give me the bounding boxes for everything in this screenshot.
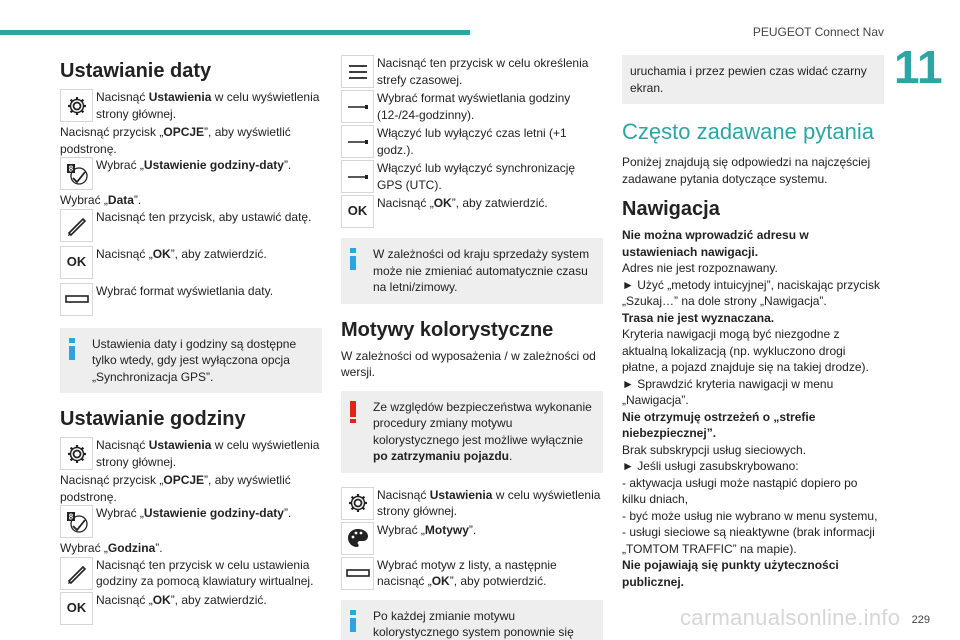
toggle-icon (341, 125, 374, 158)
step-row (60, 592, 322, 625)
info-note (341, 600, 603, 640)
answer: - usługi sieciowe są nieaktywne (brak informacji „TOMTOM TRAFFIC” na mapie). (622, 525, 875, 556)
step-row (60, 557, 322, 590)
info-note (60, 328, 322, 394)
step-text: Wybrać „Data”. (60, 193, 142, 207)
step-text: Nacisnąć Ustawienia w celu wyświetlenia strony głównej. (377, 487, 601, 518)
step-row (341, 487, 603, 520)
step-row (60, 157, 322, 190)
step-row (341, 522, 603, 555)
toggle-icon (341, 160, 374, 193)
step-text: Wybrać „Motywy”. (377, 522, 477, 537)
step-row (341, 557, 603, 590)
svg-text:8: 8 (68, 164, 73, 173)
settings-gear-icon (341, 487, 374, 520)
info-icon (350, 610, 356, 632)
heading-time: Ustawianie godziny (60, 408, 246, 430)
answer: Adres nie jest rozpoznawany. (622, 261, 778, 275)
page-number: 229 (911, 614, 930, 626)
step-row (341, 195, 603, 228)
pencil-icon (60, 557, 93, 590)
note-text: Ze względów bezpieczeństwa wykonanie procedury zmiany motywu kolorystycznego jest możliwe wyłącznie po zatrzymaniu pojazdu. (373, 399, 592, 463)
pencil-icon (60, 209, 93, 242)
svg-text:8: 8 (68, 512, 73, 521)
step-text: Nacisnąć Ustawienia w celu wyświetlenia strony głównej. (96, 90, 320, 121)
heading-navigation: Nawigacja (622, 198, 720, 220)
format-toggle-icon (60, 283, 93, 316)
step-text: Włączyć lub wyłączyć synchronizację GPS (UTC). (377, 161, 576, 192)
format-toggle-icon (341, 557, 374, 590)
step-row (341, 90, 603, 123)
info-icon (350, 248, 356, 270)
question: Trasa nie jest wyznaczana. (622, 310, 775, 325)
toggle-icon (341, 90, 374, 123)
header-accent-bar (0, 30, 470, 35)
answer: ► Sprawdzić kryteria nawigacji w menu „Nawigacja”. (622, 376, 834, 407)
heading-date: Ustawianie daty (60, 60, 212, 82)
step-row (60, 89, 322, 122)
step-text: Wybrać motyw z listy, a następnie nacisnąć „OK”, aby potwierdzić. (377, 557, 557, 588)
answer: ► Użyć „metody intuicyjnej”, naciskając przycisk „Szukaj…” na dole strony „Nawigacja”. (622, 277, 880, 308)
column-1 (60, 55, 322, 627)
step-text: Nacisnąć przycisk „OPCJE”, aby wyświetlić podstronę. (60, 125, 291, 156)
answer: - aktywacja usługi może nastąpić dopiero po kilku dniach, (622, 475, 858, 506)
faq-intro: Poniżej znajdują się odpowiedzi na najczęściej zadawane pytania dotyczące systemu. (622, 155, 871, 186)
note-text: Po każdej zmianie motywu kolorystycznego system ponownie się (373, 608, 574, 639)
step-row (60, 437, 322, 470)
warning-icon (350, 401, 356, 423)
question: Nie można wprowadzić adresu w ustawieniach nawigacji. (622, 228, 809, 259)
step-text: Wybrać „Ustawienie godziny-daty”. (96, 506, 292, 520)
step-text: Nacisnąć Ustawienia w celu wyświetlenia strony głównej. (96, 438, 320, 469)
heading-faq: Często zadawane pytania (622, 119, 874, 144)
settings-gear-icon (60, 437, 93, 470)
step-row (341, 55, 603, 88)
step-text: Wybrać format wyświetlania daty. (96, 283, 274, 298)
step-text: Włączyć lub wyłączyć czas letni (+1 godz.). (377, 126, 567, 157)
ok-button-icon: OK (60, 246, 93, 279)
answer: - być może usług nie wybrano w menu systemu, (622, 508, 878, 523)
step-text: Nacisnąć „OK”, aby zatwierdzić. (96, 592, 267, 607)
step-row (341, 160, 603, 193)
step-row (341, 125, 603, 158)
note-text: Ustawienia daty i godziny są dostępne tylko wtedy, gdy jest wyłączona opcja „Synchronizacja GPS”. (92, 336, 297, 384)
info-note-continued (622, 55, 884, 104)
page-8-icon (60, 157, 93, 190)
note-text: uruchamia i przez pewien czas widać czarny ekran. (630, 64, 867, 95)
info-note (341, 238, 603, 304)
step-text: Nacisnąć ten przycisk, aby ustawić datę. (96, 209, 312, 224)
step-row (60, 283, 322, 316)
column-3 (622, 55, 884, 590)
step-text: Nacisnąć „OK”, aby zatwierdzić. (96, 246, 267, 261)
chapter-number: 11 (894, 41, 943, 93)
question: Nie pojawiają się punkty użyteczności publicznej. (622, 558, 839, 589)
watermark: carmanualsonline.info (680, 605, 901, 630)
step-row (60, 505, 322, 538)
answer: Kryteria nawigacji mogą być niezgodne z aktualną lokalizacją (np. wykluczono drogi płatne, a pojazd znajduje się na takiej drodze). (622, 327, 869, 374)
ok-button-icon: OK (60, 592, 93, 625)
answer: Brak subskrypcji usług sieciowych. (622, 442, 807, 457)
ok-button-icon: OK (341, 195, 374, 228)
step-text: Wybrać format wyświetlania godziny (12-/24-godzinny). (377, 91, 571, 122)
answer: ► Jeśli usługi zasubskrybowano: (622, 459, 799, 473)
step-text: Wybrać „Godzina”. (60, 541, 163, 555)
step-row (60, 246, 322, 279)
step-row (60, 209, 322, 242)
settings-gear-icon (60, 89, 93, 122)
header-title: PEUGEOT Connect Nav (752, 25, 884, 39)
step-text: Nacisnąć przycisk „OPCJE”, aby wyświetlić podstronę. (60, 473, 291, 504)
column-2 (341, 55, 603, 640)
step-text: Nacisnąć ten przycisk w celu ustawienia godziny za pomocą klawiatury wirtualnej. (96, 557, 314, 588)
note-text: W zależności od kraju sprzedaży system może nie zmieniać automatycznie czasu na letni/zimowy. (373, 247, 590, 294)
menu-list-icon (341, 55, 374, 88)
heading-colors: Motywy kolorystyczne (341, 318, 554, 341)
info-icon (69, 338, 75, 360)
step-text: Wybrać „Ustawienie godziny-daty”. (96, 158, 292, 172)
palette-icon (341, 522, 374, 555)
page-8-icon (60, 505, 93, 538)
step-text: Nacisnąć „OK”, aby zatwierdzić. (377, 196, 548, 210)
warning-note (341, 391, 603, 473)
step-text: Nacisnąć ten przycisk w celu określenia strefy czasowej. (377, 56, 589, 87)
colors-intro: W zależności od wyposażenia / w zależności od wersji. (341, 348, 596, 379)
question: Nie otrzymuję ostrzeżeń o „strefie niebezpiecznej”. (622, 409, 816, 440)
